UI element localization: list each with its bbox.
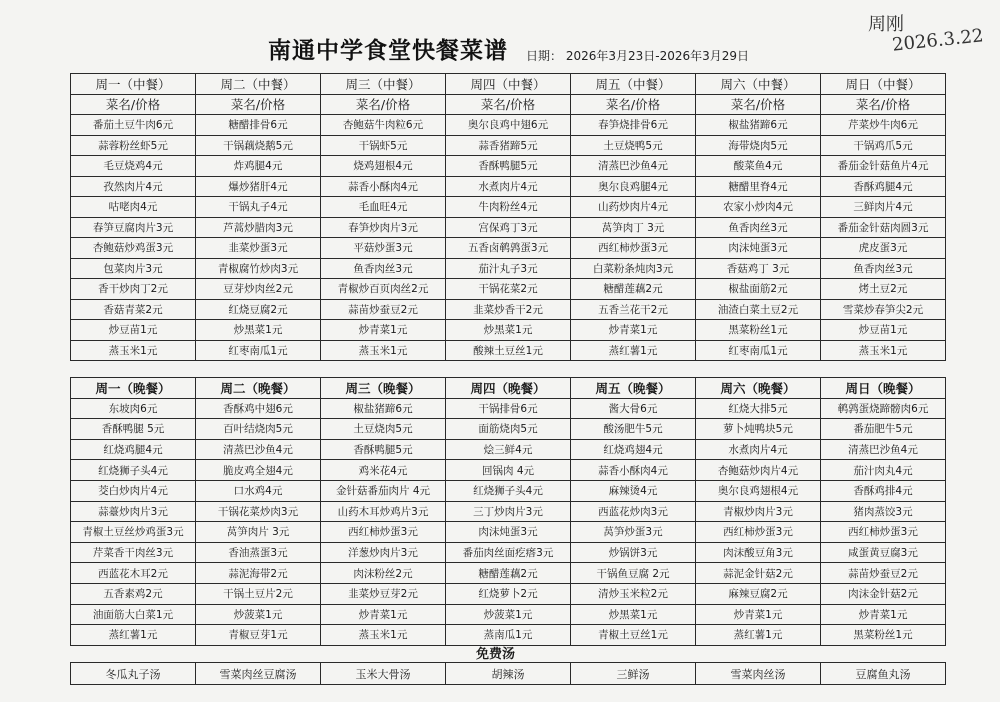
dinner-dish-cell: 椒盐猪蹄6元 (321, 398, 446, 419)
column-subheader: 菜名/价格 (696, 94, 821, 115)
dinner-dish-cell: 西红柿炒蛋3元 (821, 522, 946, 543)
dinner-dish-row (71, 542, 946, 563)
lunch-dish-cell: 烤土豆2元 (821, 279, 946, 300)
dinner-dish-cell: 芹菜香干肉丝3元 (71, 542, 196, 563)
dinner-dish-cell: 莴笋炒蛋3元 (571, 522, 696, 543)
dinner-dish-cell: 红烧萝卜2元 (446, 583, 571, 604)
lunch-dish-row (71, 217, 946, 238)
dinner-dish-cell: 蒸红薯1元 (71, 625, 196, 646)
lunch-dish-cell: 炒青菜1元 (321, 320, 446, 341)
soup-item: 冬瓜丸子汤 (71, 663, 196, 685)
lunch-dish-cell: 鱼香肉丝3元 (696, 217, 821, 238)
page-title: 南通中学食堂快餐菜谱 (268, 38, 508, 64)
dinner-dish-cell: 香酥鸡中翅6元 (196, 398, 321, 419)
lunch-dish-cell: 番茄土豆牛肉6元 (71, 115, 196, 136)
lunch-dish-row (71, 238, 946, 259)
dinner-dish-cell: 咸蛋黄豆腐3元 (821, 542, 946, 563)
dinner-dish-cell: 肉沫粉丝2元 (321, 563, 446, 584)
dinner-day-header: 周四（晚餐） (446, 378, 571, 399)
lunch-day-header: 周日（中餐） (821, 74, 946, 95)
dinner-dish-cell: 酸汤肥牛5元 (571, 419, 696, 440)
lunch-dish-cell: 蒜香小酥肉4元 (321, 176, 446, 197)
dinner-dish-cell: 蒜泥海带2元 (196, 563, 321, 584)
lunch-dish-cell: 莴笋肉丁 3元 (571, 217, 696, 238)
lunch-dish-cell: 杏鲍菇炒鸡蛋3元 (71, 238, 196, 259)
dinner-day-header-row (71, 378, 946, 399)
column-subheader: 菜名/价格 (446, 94, 571, 115)
dinner-dish-cell: 洋葱炒肉片3元 (321, 542, 446, 563)
lunch-day-header: 周六（中餐） (696, 74, 821, 95)
lunch-dish-cell: 韭菜炒蛋3元 (196, 238, 321, 259)
dinner-dish-cell: 清蒸巴沙鱼4元 (821, 439, 946, 460)
lunch-dish-cell: 干锅鸡爪5元 (821, 135, 946, 156)
lunch-dish-cell: 炒豆苗1元 (821, 320, 946, 341)
dinner-dish-cell: 百叶结烧肉5元 (196, 419, 321, 440)
dinner-dish-cell: 东坡肉6元 (71, 398, 196, 419)
dinner-dish-cell: 干锅土豆片2元 (196, 583, 321, 604)
dinner-dish-cell: 蒸南瓜1元 (446, 625, 571, 646)
lunch-day-header: 周三（中餐） (321, 74, 446, 95)
dinner-dish-cell: 红烧鸡腿4元 (71, 439, 196, 460)
lunch-dish-cell: 西红柿炒蛋3元 (571, 238, 696, 259)
dinner-dish-cell: 口水鸡4元 (196, 480, 321, 501)
dinner-dish-cell: 烩三鲜4元 (446, 439, 571, 460)
dinner-dish-cell: 干锅鱼豆腐 2元 (571, 563, 696, 584)
column-subheader: 菜名/价格 (71, 94, 196, 115)
lunch-day-header: 周一（中餐） (71, 74, 196, 95)
lunch-dish-cell: 山药炒肉片4元 (571, 197, 696, 218)
dinner-dish-cell: 红烧大排5元 (696, 398, 821, 419)
lunch-dish-cell: 清蒸巴沙鱼4元 (571, 156, 696, 177)
dinner-dish-row (71, 480, 946, 501)
dinner-dish-cell: 西红柿炒蛋3元 (321, 522, 446, 543)
dinner-dish-row (71, 563, 946, 584)
dinner-dish-cell: 炒菠菜1元 (196, 604, 321, 625)
lunch-dish-cell: 酸菜鱼4元 (696, 156, 821, 177)
lunch-dish-cell: 爆炒猪肝4元 (196, 176, 321, 197)
dinner-dish-cell: 清蒸巴沙鱼4元 (196, 439, 321, 460)
lunch-dish-cell: 红枣南瓜1元 (196, 340, 321, 361)
lunch-dish-row (71, 197, 946, 218)
lunch-dish-cell: 豆芽炒肉丝2元 (196, 279, 321, 300)
lunch-dish-cell: 香菇鸡丁 3元 (696, 258, 821, 279)
lunch-dish-cell: 土豆烧鸭5元 (571, 135, 696, 156)
lunch-dish-cell: 油渣白菜土豆2元 (696, 299, 821, 320)
lunch-dish-cell: 炒豆苗1元 (71, 320, 196, 341)
dinner-dish-cell: 红烧狮子头4元 (71, 460, 196, 481)
dinner-dish-cell: 脆皮鸡全翅4元 (196, 460, 321, 481)
dinner-dish-cell: 土豆烧肉5元 (321, 419, 446, 440)
dinner-dish-cell: 山药木耳炒鸡片3元 (321, 501, 446, 522)
dinner-dish-cell: 鸡米花4元 (321, 460, 446, 481)
dinner-dish-row (71, 522, 946, 543)
lunch-dish-cell: 香酥鸭腿5元 (446, 156, 571, 177)
lunch-dish-cell: 炒黑菜1元 (196, 320, 321, 341)
dinner-dish-cell: 油面筋大白菜1元 (71, 604, 196, 625)
lunch-dish-cell: 奥尔良鸡腿4元 (571, 176, 696, 197)
lunch-dish-cell: 椒盐猪蹄6元 (696, 115, 821, 136)
lunch-dish-cell: 青椒腐竹炒肉3元 (196, 258, 321, 279)
lunch-dish-cell: 鱼香肉丝3元 (321, 258, 446, 279)
lunch-dish-cell: 香菇青菜2元 (71, 299, 196, 320)
dinner-dish-row (71, 604, 946, 625)
lunch-dish-cell: 红烧豆腐2元 (196, 299, 321, 320)
dinner-dish-row (71, 398, 946, 419)
lunch-dish-cell: 春笋豆腐肉片3元 (71, 217, 196, 238)
lunch-dish-cell: 香干炒肉丁2元 (71, 279, 196, 300)
lunch-dish-row (71, 279, 946, 300)
dinner-dish-cell: 蒜苗炒蚕豆2元 (821, 563, 946, 584)
lunch-dish-cell: 白菜粉条炖肉3元 (571, 258, 696, 279)
lunch-dish-row (71, 156, 946, 177)
lunch-dish-cell: 番茄金针菇鱼片4元 (821, 156, 946, 177)
dinner-dish-cell: 茭白炒肉片4元 (71, 480, 196, 501)
dinner-dish-cell: 麻辣烫4元 (571, 480, 696, 501)
lunch-dish-cell: 糖醋莲藕2元 (571, 279, 696, 300)
dinner-dish-cell: 青椒土豆丝炒鸡蛋3元 (71, 522, 196, 543)
dinner-dish-cell: 肉沫炖蛋3元 (446, 522, 571, 543)
lunch-dish-cell: 芦蒿炒腊肉3元 (196, 217, 321, 238)
dinner-dish-cell: 青椒土豆丝1元 (571, 625, 696, 646)
column-subheader: 菜名/价格 (196, 94, 321, 115)
dinner-day-header: 周日（晚餐） (821, 378, 946, 399)
dinner-dish-cell: 萝卜炖鸭块5元 (696, 419, 821, 440)
dinner-dish-cell: 西红柿炒蛋3元 (696, 522, 821, 543)
lunch-dish-cell: 炒青菜1元 (571, 320, 696, 341)
dinner-dish-cell: 蒸红薯1元 (696, 625, 821, 646)
lunch-dish-cell: 平菇炒蛋3元 (321, 238, 446, 259)
dinner-dish-cell: 番茄肉丝面疙瘩3元 (446, 542, 571, 563)
dinner-dish-cell: 蒜泥金针菇2元 (696, 563, 821, 584)
lunch-dish-cell: 奥尔良鸡中翅6元 (446, 115, 571, 136)
column-subheader: 菜名/价格 (571, 94, 696, 115)
lunch-dish-cell: 炒黑菜1元 (446, 320, 571, 341)
date-range: 2026年3月23日-2026年3月29日 (565, 49, 750, 63)
lunch-day-header: 周二（中餐） (196, 74, 321, 95)
lunch-dish-cell: 毛血旺4元 (321, 197, 446, 218)
dinner-dish-cell: 酱大骨6元 (571, 398, 696, 419)
dinner-dish-cell: 肉沫金针菇2元 (821, 583, 946, 604)
dinner-dish-cell: 蒸玉米1元 (321, 625, 446, 646)
lunch-dish-cell: 雪菜炒春笋尖2元 (821, 299, 946, 320)
lunch-menu-body (71, 115, 946, 361)
lunch-dish-cell: 干锅丸子4元 (196, 197, 321, 218)
soup-item: 三鲜汤 (571, 663, 696, 685)
dinner-dish-cell: 杏鲍菇炒肉片4元 (696, 460, 821, 481)
lunch-dish-cell: 五香兰花干2元 (571, 299, 696, 320)
free-soup-title: 免费汤 (476, 647, 516, 662)
lunch-dish-cell: 烧鸡翅根4元 (321, 156, 446, 177)
dinner-day-header: 周二（晚餐） (196, 378, 321, 399)
lunch-dish-cell: 孜然肉片4元 (71, 176, 196, 197)
lunch-dish-cell: 蒜苗炒蚕豆2元 (321, 299, 446, 320)
soup-item: 胡辣汤 (446, 663, 571, 685)
dinner-menu-body (71, 398, 946, 645)
lunch-dish-cell: 水煮肉片4元 (446, 176, 571, 197)
dinner-dish-cell: 莴笋肉片 3元 (196, 522, 321, 543)
lunch-dish-cell: 杏鲍菇牛肉粒6元 (321, 115, 446, 136)
dinner-dish-row (71, 439, 946, 460)
soup-item: 玉米大骨汤 (321, 663, 446, 685)
lunch-dish-cell: 红枣南瓜1元 (696, 340, 821, 361)
dinner-dish-cell: 回锅肉 4元 (446, 460, 571, 481)
lunch-dish-cell: 肉沫炖蛋3元 (696, 238, 821, 259)
free-soup-table (70, 662, 946, 685)
lunch-dish-cell: 蒸玉米1元 (321, 340, 446, 361)
dinner-dish-cell: 炒青菜1元 (821, 604, 946, 625)
date-label: 日期： (526, 49, 563, 63)
dinner-dish-cell: 香酥鸭腿5元 (321, 439, 446, 460)
dinner-dish-cell: 香酥鸡排4元 (821, 480, 946, 501)
lunch-dish-cell: 蒸玉米1元 (821, 340, 946, 361)
dinner-dish-cell: 韭菜炒豆芽2元 (321, 583, 446, 604)
lunch-dish-row (71, 299, 946, 320)
lunch-dish-row (71, 340, 946, 361)
lunch-dish-row (71, 176, 946, 197)
lunch-dish-cell: 青椒炒百页肉丝2元 (321, 279, 446, 300)
lunch-dish-cell: 蒜蓉粉丝虾5元 (71, 135, 196, 156)
soup-item: 雪菜肉丝汤 (696, 663, 821, 685)
dinner-dish-cell: 肉沫酸豆角3元 (696, 542, 821, 563)
lunch-dish-cell: 毛豆烧鸡4元 (71, 156, 196, 177)
soup-item: 豆腐鱼丸汤 (821, 663, 946, 685)
lunch-dish-cell: 糖醋里脊4元 (696, 176, 821, 197)
lunch-dish-cell: 芹菜炒牛肉6元 (821, 115, 946, 136)
dinner-dish-cell: 蒜香小酥肉4元 (571, 460, 696, 481)
lunch-dish-cell: 蒜香猪蹄5元 (446, 135, 571, 156)
lunch-dish-cell: 五香卤鹌鹑蛋3元 (446, 238, 571, 259)
dinner-dish-cell: 蒜薹炒肉片3元 (71, 501, 196, 522)
dinner-dish-cell: 红烧鸡翅4元 (571, 439, 696, 460)
dinner-dish-cell: 鹌鹑蛋烧蹄髈肉6元 (821, 398, 946, 419)
handwritten-signature-date: 2026.3.22 (891, 25, 985, 56)
dinner-dish-cell: 五香素鸡2元 (71, 583, 196, 604)
lunch-dish-cell: 糖醋排骨6元 (196, 115, 321, 136)
lunch-dish-cell: 春笋烧排骨6元 (571, 115, 696, 136)
dinner-dish-cell: 青椒豆芽1元 (196, 625, 321, 646)
dinner-dish-cell: 糖醋莲藕2元 (446, 563, 571, 584)
soup-row (71, 663, 946, 685)
dinner-dish-cell: 西蓝花炒肉3元 (571, 501, 696, 522)
dinner-dish-cell: 干锅花菜炒肉3元 (196, 501, 321, 522)
dinner-dish-row (71, 501, 946, 522)
dinner-dish-cell: 番茄肥牛5元 (821, 419, 946, 440)
lunch-dish-row (71, 320, 946, 341)
dinner-dish-cell: 茄汁肉丸4元 (821, 460, 946, 481)
lunch-dish-cell: 干锅花菜2元 (446, 279, 571, 300)
dinner-dish-row (71, 419, 946, 440)
dinner-day-header: 周一（晚餐） (71, 378, 196, 399)
dinner-dish-cell: 三丁炒肉片3元 (446, 501, 571, 522)
lunch-subheader-row (71, 94, 946, 115)
lunch-dish-cell: 海带烧肉5元 (696, 135, 821, 156)
lunch-dish-cell: 干锅藕烧鹅5元 (196, 135, 321, 156)
lunch-menu-table (70, 73, 946, 361)
lunch-dish-cell: 酸辣土豆丝1元 (446, 340, 571, 361)
dinner-dish-cell: 麻辣豆腐2元 (696, 583, 821, 604)
dinner-dish-cell: 青椒炒肉片3元 (696, 501, 821, 522)
dinner-dish-cell: 炒青菜1元 (321, 604, 446, 625)
dinner-dish-row (71, 583, 946, 604)
dinner-dish-cell: 奥尔良鸡翅根4元 (696, 480, 821, 501)
handwritten-signature-name: 周刚 (868, 14, 904, 35)
dinner-dish-cell: 西蓝花木耳2元 (71, 563, 196, 584)
dinner-dish-cell: 香酥鸭腿 5元 (71, 419, 196, 440)
lunch-dish-cell: 椒盐面筋2元 (696, 279, 821, 300)
lunch-dish-row (71, 135, 946, 156)
lunch-dish-cell: 春笋炒肉片3元 (321, 217, 446, 238)
lunch-dish-row (71, 258, 946, 279)
lunch-dish-cell: 香酥鸡腿4元 (821, 176, 946, 197)
dinner-day-header: 周五（晚餐） (571, 378, 696, 399)
lunch-dish-cell: 三鲜肉片4元 (821, 197, 946, 218)
lunch-dish-cell: 茄汁丸子3元 (446, 258, 571, 279)
dinner-dish-cell: 香油蒸蛋3元 (196, 542, 321, 563)
dinner-dish-cell: 黑菜粉丝1元 (821, 625, 946, 646)
lunch-dish-cell: 番茄金针菇肉圆3元 (821, 217, 946, 238)
lunch-dish-cell: 咕咾肉4元 (71, 197, 196, 218)
dinner-dish-cell: 干锅排骨6元 (446, 398, 571, 419)
dinner-dish-cell: 水煮肉片4元 (696, 439, 821, 460)
lunch-dish-cell: 黑菜粉丝1元 (696, 320, 821, 341)
dinner-dish-cell: 炒黑菜1元 (571, 604, 696, 625)
column-subheader: 菜名/价格 (821, 94, 946, 115)
dinner-menu-table (70, 377, 946, 646)
dinner-dish-row (71, 460, 946, 481)
soup-item: 雪菜肉丝豆腐汤 (196, 663, 321, 685)
lunch-day-header: 周四（中餐） (446, 74, 571, 95)
dinner-dish-cell: 炒菠菜1元 (446, 604, 571, 625)
lunch-dish-cell: 包菜肉片3元 (71, 258, 196, 279)
dinner-dish-cell: 炒锅饼3元 (571, 542, 696, 563)
lunch-dish-cell: 宫保鸡丁3元 (446, 217, 571, 238)
dinner-dish-cell: 金针菇番茄肉片 4元 (321, 480, 446, 501)
lunch-day-header-row (71, 74, 946, 95)
dinner-dish-cell: 炒青菜1元 (696, 604, 821, 625)
lunch-dish-cell: 虎皮蛋3元 (821, 238, 946, 259)
date-line (526, 47, 749, 64)
lunch-dish-cell: 农家小炒肉4元 (696, 197, 821, 218)
lunch-dish-cell: 蒸红薯1元 (571, 340, 696, 361)
lunch-dish-cell: 牛肉粉丝4元 (446, 197, 571, 218)
dinner-dish-cell: 猪肉蒸饺3元 (821, 501, 946, 522)
lunch-dish-cell: 鱼香肉丝3元 (821, 258, 946, 279)
lunch-dish-cell: 蒸玉米1元 (71, 340, 196, 361)
lunch-dish-cell: 炸鸡腿4元 (196, 156, 321, 177)
lunch-dish-cell: 干锅虾5元 (321, 135, 446, 156)
lunch-dish-row (71, 115, 946, 136)
dinner-dish-cell: 红烧狮子头4元 (446, 480, 571, 501)
lunch-day-header: 周五（中餐） (571, 74, 696, 95)
dinner-day-header: 周六（晚餐） (696, 378, 821, 399)
dinner-day-header: 周三（晚餐） (321, 378, 446, 399)
dinner-dish-cell: 清炒玉米粒2元 (571, 583, 696, 604)
lunch-dish-cell: 韭菜炒香干2元 (446, 299, 571, 320)
dinner-dish-cell: 面筋烧肉5元 (446, 419, 571, 440)
column-subheader: 菜名/价格 (321, 94, 446, 115)
